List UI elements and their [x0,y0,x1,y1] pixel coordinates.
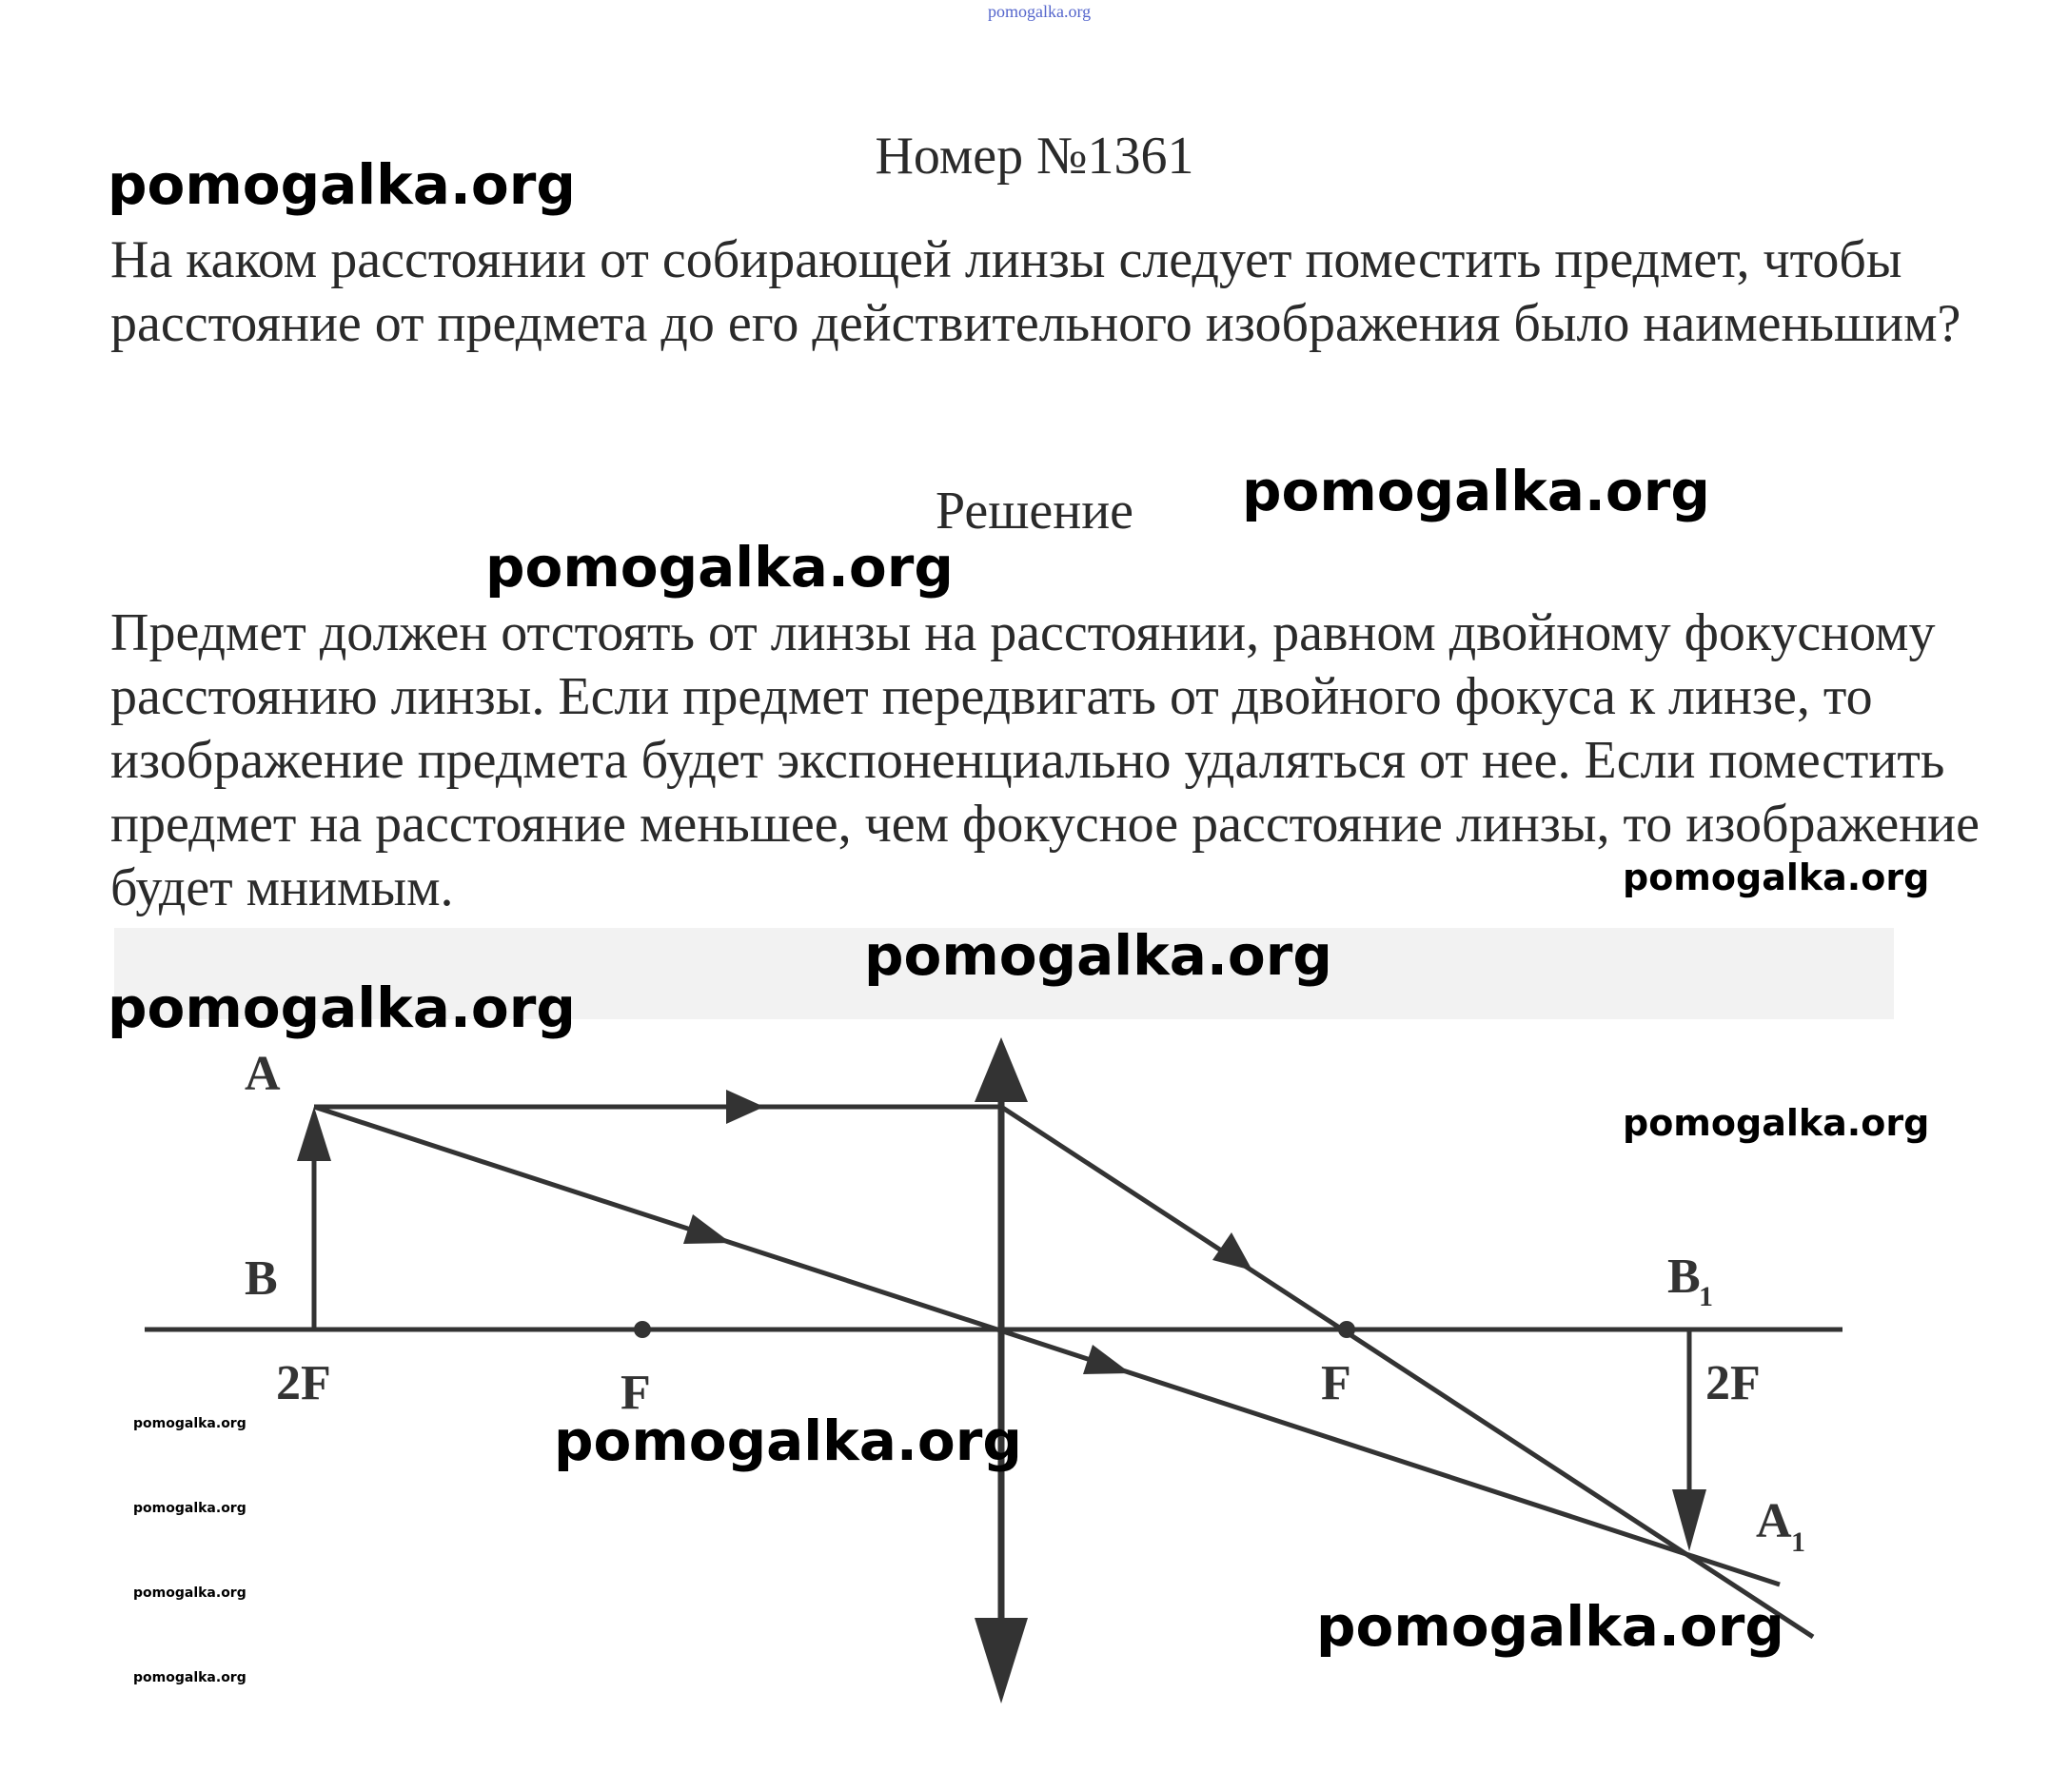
label-f-left: F [621,1366,651,1420]
watermark: pomogalka.org [1242,459,1710,523]
watermark: pomogalka.org [108,975,576,1040]
image-arrowhead [1672,1489,1706,1551]
ray-central-arrowhead-2 [1083,1345,1131,1374]
watermark: pomogalka.org [485,535,954,600]
label-point-a1: A [1756,1494,1792,1548]
watermark-small: pomogalka.org [133,1585,246,1601]
ray-central-arrowhead-1 [683,1214,731,1244]
focus-dot-right [1338,1321,1355,1338]
focus-dot-left [634,1321,651,1338]
label-point-a: A [245,1047,281,1101]
ray-refracted-arrowhead [1212,1232,1252,1270]
label-point-b1-sub: 1 [1699,1281,1713,1312]
watermark: pomogalka.org [1623,857,1930,898]
label-2f-right: 2F [1705,1356,1761,1410]
label-point-b1: B [1667,1250,1701,1304]
watermark: pomogalka.org [864,923,1332,988]
lens-bottom-arrowhead [975,1618,1028,1703]
watermark: pomogalka.org [1623,1102,1930,1144]
problem-title: Номер №1361 [875,127,1194,186]
ray-central [314,1107,1780,1585]
object-arrowhead [297,1107,331,1161]
label-point-a1-sub: 1 [1791,1526,1805,1558]
watermark: pomogalka.org [108,152,576,217]
ray-parallel-arrowhead [726,1090,764,1124]
lens-top-arrowhead [975,1037,1028,1102]
question-text: На каком расстоянии от собирающей линзы следует поместить предмет, чтобы расстояние от предмета до его действительного изображения было наименьшим? [110,230,1961,353]
solution-heading: Решение [935,482,1134,541]
watermark-small: pomogalka.org [133,1670,246,1685]
label-2f-left: 2F [276,1356,331,1410]
answer-text: Предмет должен отстоять от линзы на расстоянии, равном двойному фокусному расстоянию линзы. Если предмет передвигать от двойного фокуса к линзе, то изображение предмета будет экспоненциально удаляться от нее. Если поместить предмет на расстояние меньшее, чем фокусное расстояние линзы, то изображение будет мнимым. [110,603,1980,917]
watermark-small: pomogalka.org [133,1501,246,1516]
watermark-small: pomogalka.org [133,1416,246,1431]
label-f-right: F [1321,1356,1351,1410]
top-watermark: pomogalka.org [988,2,1092,21]
watermark: pomogalka.org [554,1408,1022,1473]
watermark: pomogalka.org [1316,1594,1784,1659]
label-point-b: B [245,1251,278,1306]
